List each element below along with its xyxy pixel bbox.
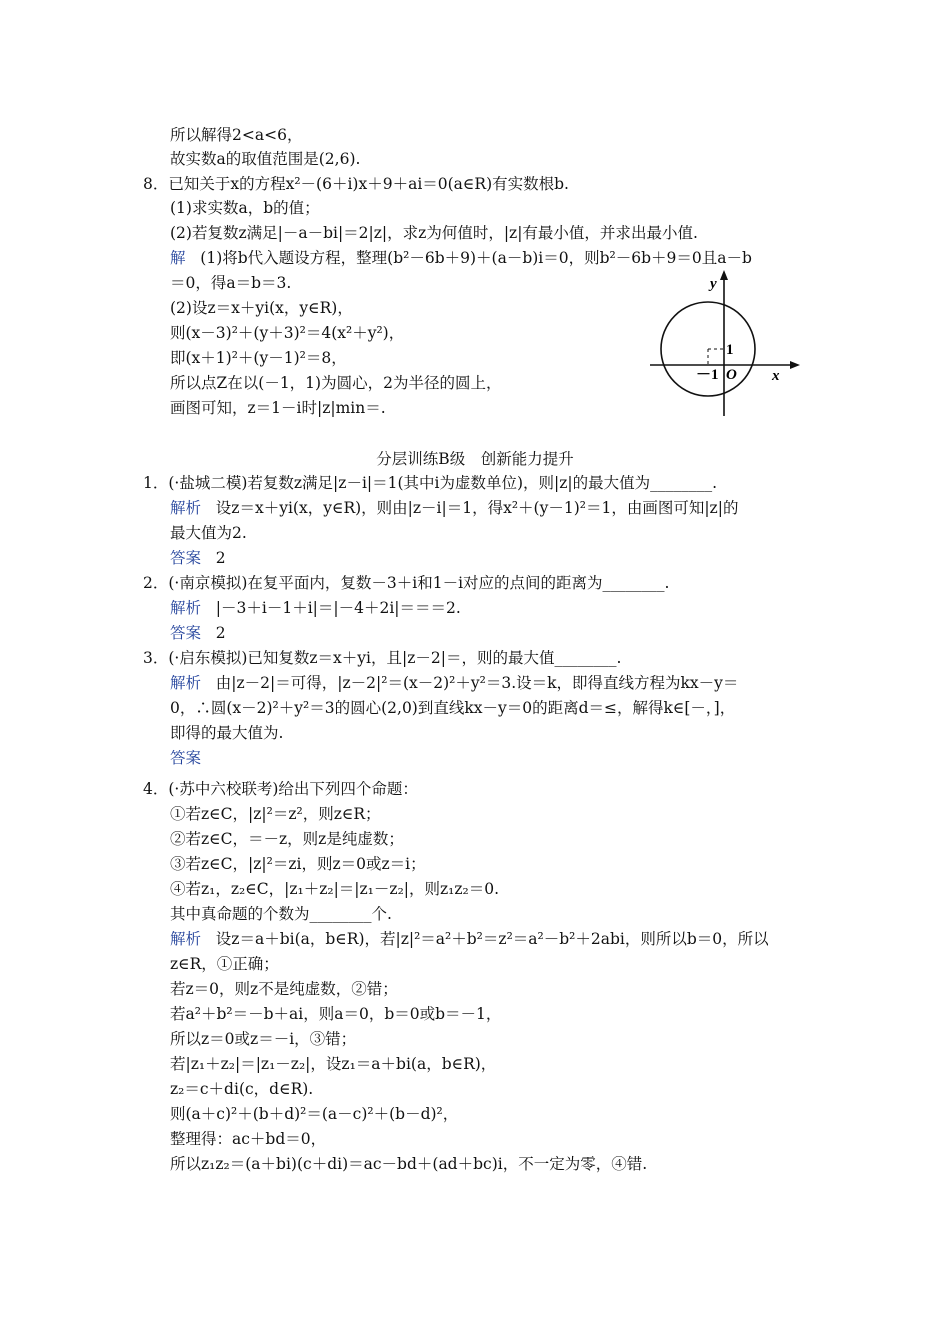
text-line [170, 197, 320, 219]
text-line [170, 1078, 313, 1100]
text-line [170, 803, 381, 825]
text-line [170, 272, 291, 294]
text-line [170, 547, 226, 569]
text-line [170, 1003, 501, 1025]
text-line [170, 828, 404, 850]
text-line [170, 853, 426, 875]
line-label: 答案 [170, 549, 202, 567]
text-line [170, 928, 769, 950]
text-line [170, 124, 302, 146]
line-text: 2 [215, 624, 226, 642]
tick-label-neg-one: －1 [696, 367, 719, 383]
text-line [170, 597, 461, 619]
circle-figure [640, 266, 810, 426]
text-line [170, 697, 735, 719]
tick-label-one: 1 [726, 342, 734, 358]
x-axis-arrow [790, 361, 800, 369]
text-line [170, 722, 283, 744]
line-text: 其中真命题的个数为________个. [170, 905, 392, 923]
text-line [170, 903, 392, 925]
line-text: 8．已知关于x的方程x²－(6＋i)x＋9＋ai＝0(a∈R)有实数根b. [143, 175, 569, 193]
line-text: ②若z∈C，＝－z，则z是纯虚数； [170, 830, 404, 848]
line-text: 设z＝x＋yi(x，y∈R)，则由|z－i|＝1，得x²＋(y－1)²＝1，由画图可知|z|的 [215, 499, 739, 517]
text-line [170, 322, 404, 344]
text-line [143, 778, 418, 800]
text-line [170, 372, 501, 394]
line-text: 最大值为2. [170, 524, 247, 542]
line-text: 故实数a的取值范围是(2,6). [170, 150, 361, 168]
text-line [143, 472, 717, 494]
x-axis-label: x [772, 368, 780, 384]
line-text: 所以点Z在以(－1，1)为圆心，2为半径的圆上， [170, 374, 502, 392]
y-axis-arrow [720, 270, 728, 280]
line-text: (2)若复数z满足|－a－bi|＝2|z|，求z为何值时，|z|有最小值，并求出最小值. [170, 224, 698, 242]
line-label: 解 [170, 249, 186, 267]
text-line [170, 1028, 356, 1050]
line-text: (1)求实数a，b的值； [170, 199, 320, 217]
line-text: (1)将b代入题设方程，整理(b²－6b＋9)＋(a－b)i＝0，则b²－6b＋9＝0且a－b [200, 249, 752, 267]
text-line [170, 148, 360, 170]
text-line [170, 672, 738, 694]
line-text: 所以解得2<a<6， [170, 126, 303, 144]
text-line [170, 978, 398, 1000]
origin-label: O [726, 367, 737, 383]
line-text: 设z＝a＋bi(a，b∈R)，若|z|²＝a²＋b²＝z²＝a²－b²＋2abi，则所以b＝0，所以 [215, 930, 769, 948]
text-line [170, 222, 698, 244]
line-text: 若a²＋b²＝－b＋ai，则a＝0，b＝0或b＝－1， [170, 1005, 502, 1023]
line-label: 解析 [170, 499, 202, 517]
line-text: 所以z＝0或z＝－i，③错； [170, 1030, 357, 1048]
line-label: 答案 [170, 749, 202, 767]
line-label: 解析 [170, 674, 202, 692]
line-text: 即(x＋1)²＋(y－1)²＝8， [170, 349, 347, 367]
line-text: 若|z₁＋z₂|＝|z₁－z₂|，设z₁＝a＋bi(a，b∈R)， [170, 1055, 497, 1073]
text-line [143, 173, 569, 195]
line-text: 则(x－3)²＋(y＋3)²＝4(x²＋y²)， [170, 324, 405, 342]
line-label: 答案 [170, 624, 202, 642]
text-line [170, 878, 499, 900]
line-text: 所以z₁z₂＝(a＋bi)(c＋di)＝ac－bd＋(ad＋bc)i，不一定为零，④错. [170, 1155, 648, 1173]
section-title: 分层训练B级 创新能力提升 [376, 450, 574, 468]
line-text: (2)设z＝x＋yi(x，y∈R)， [170, 299, 353, 317]
line-text: ＝0，得a＝b＝3. [170, 274, 292, 292]
text-line [170, 953, 279, 975]
text-line [170, 397, 386, 419]
line-text: 1．(·盐城二模)若复数z满足|z－i|＝1(其中i为虚数单位)，则|z|的最大值为________. [143, 474, 718, 492]
text-line [170, 622, 226, 644]
line-text: z∈R，①正确； [170, 955, 279, 973]
line-text: 2 [215, 549, 226, 567]
y-axis-label: y [710, 276, 717, 292]
line-text: 则(a＋c)²＋(b＋d)²＝(a－c)²＋(b－d)²， [170, 1105, 459, 1123]
line-text: 4．(·苏中六校联考)给出下列四个命题： [143, 780, 418, 798]
line-text: 2．(·南京模拟)在复平面内，复数－3＋i和1－i对应的点间的距离为________. [143, 574, 670, 592]
text-line [170, 1053, 496, 1075]
line-text: z₂＝c＋di(c，d∈R). [170, 1080, 314, 1098]
line-text: ④若z₁，z₂∈C，|z₁＋z₂|＝|z₁－z₂|，则z₁z₂＝0. [170, 880, 500, 898]
line-text: 即得的最大值为. [170, 724, 284, 742]
line-text: |－3＋i－1＋i|＝|－4＋2i|＝＝＝2. [215, 599, 461, 617]
line-text: 由|z－2|＝可得，|z－2|²＝(x－2)²＋y²＝3.设＝k，即得直线方程为kx－y＝ [215, 674, 739, 692]
text-line [143, 572, 669, 594]
line-label: 解析 [170, 930, 202, 948]
line-text: 画图可知，z＝1－i时|z|min＝. [170, 399, 386, 417]
text-line [170, 1103, 458, 1125]
text-line [143, 647, 621, 669]
text-line [170, 1128, 326, 1150]
text-line [170, 522, 247, 544]
line-text: ③若z∈C，|z|²＝zi，则z＝0或z＝i； [170, 855, 426, 873]
line-text: 若z＝0，则z不是纯虚数，②错； [170, 980, 398, 998]
line-text: 整理得：ac＋bd＝0， [170, 1130, 327, 1148]
text-line [170, 347, 347, 369]
line-label: 解析 [170, 599, 202, 617]
text-line [170, 497, 738, 519]
line-text: 3．(·启东模拟)已知复数z＝x＋yi，且|z－2|＝，则的最大值________. [143, 649, 622, 667]
text-line [170, 297, 353, 319]
line-text: ①若z∈C，|z|²＝z²，则z∈R； [170, 805, 381, 823]
line-text: 0，∴圆(x－2)²＋y²＝3的圆心(2,0)到直线kx－y＝0的距离d＝≤，解得k∈[－，]， [170, 699, 736, 717]
text-line [170, 747, 216, 769]
text-line [170, 1153, 647, 1175]
